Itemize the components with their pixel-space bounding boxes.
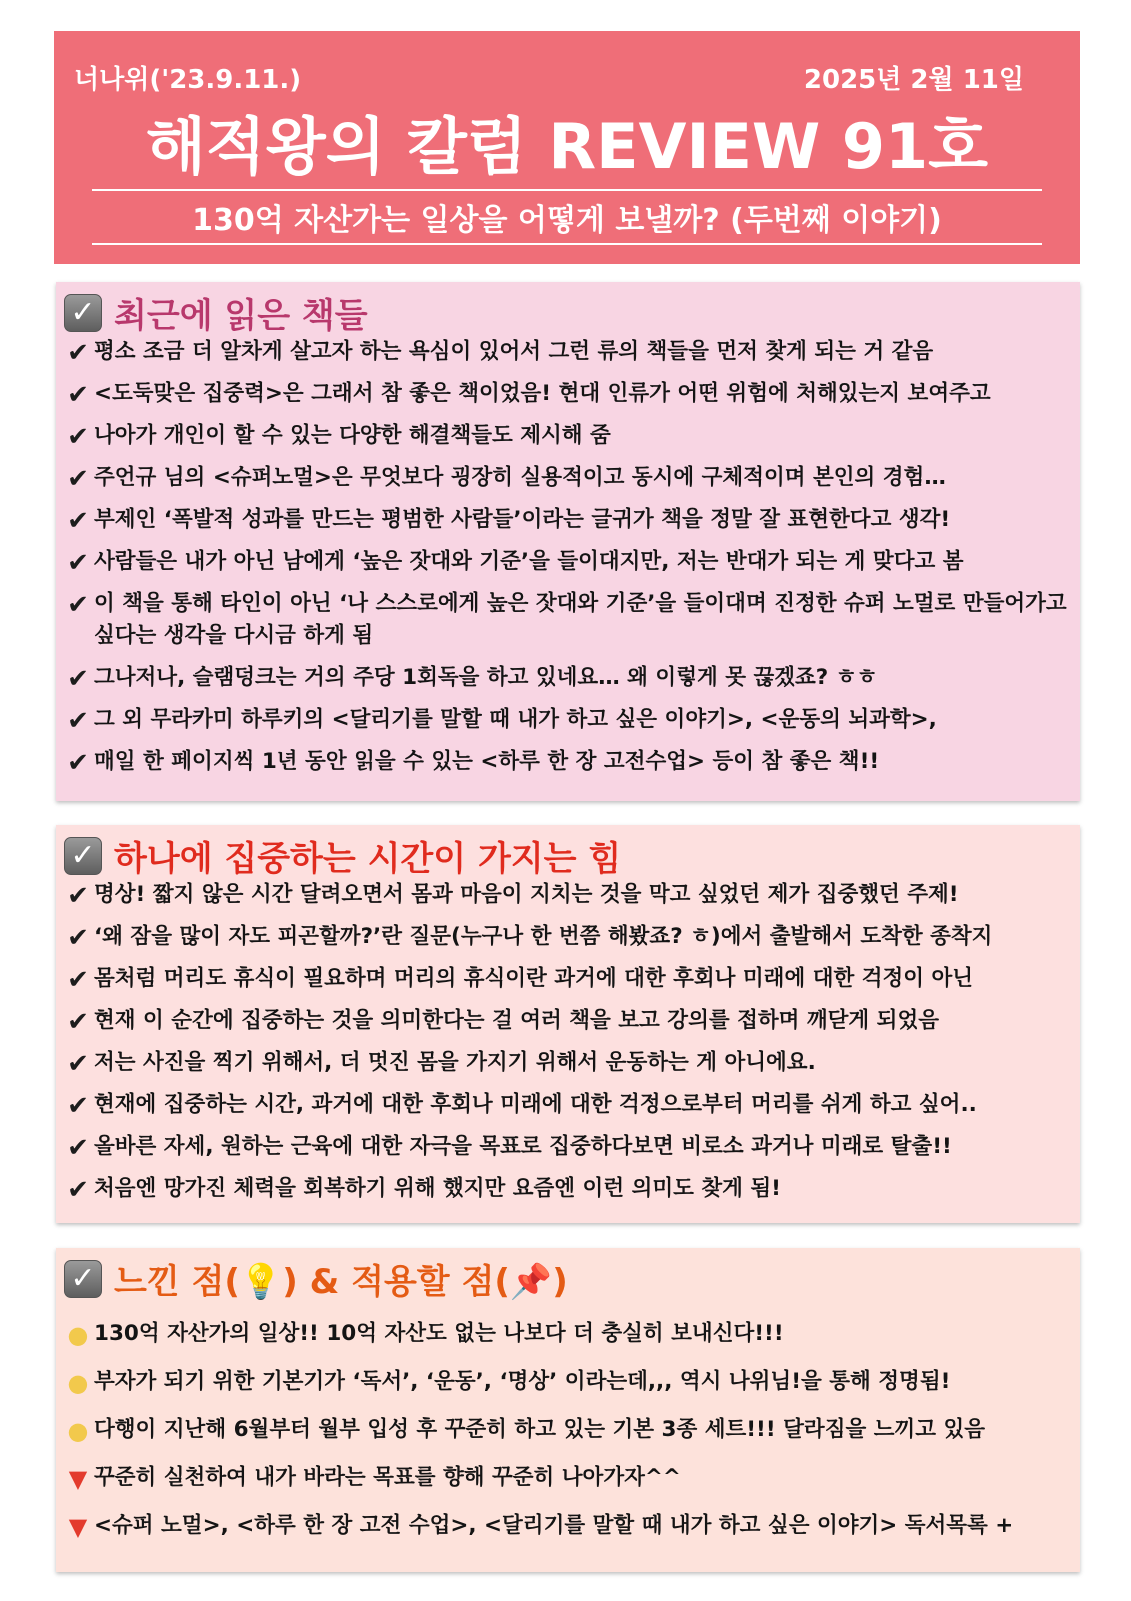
lightbulb-icon: ●: [67, 1369, 89, 1397]
list-item: ✔ 올바른 자세, 원하는 근육에 대한 자극을 목표로 집중하다보면 비로소 과거나 미래로 탈출!!: [64, 1131, 1074, 1163]
header-banner: [54, 31, 1080, 264]
list-item: ✔ 부제인 ‘폭발적 성과를 만드는 평범한 사람들’이라는 글귀가 책을 정말 잘 표현한다고 생각!: [64, 504, 1074, 536]
checkmark-icon: ✔: [67, 748, 89, 778]
page-subtitle: 130억 자산가는 일상을 어떻게 보낼까? (두번째 이야기): [192, 203, 942, 238]
checkmark-icon: ✔: [67, 506, 89, 536]
list-item: ✔ 현재 이 순간에 집중하는 것을 의미한다는 걸 여러 책을 보고 강의를 접하며 깨닫게 되었음: [64, 1005, 1074, 1037]
list-item: ✔ 몸처럼 머리도 휴식이 필요하며 머리의 휴식이란 과거에 대한 후회나 미래에 대한 걱정이 아닌: [64, 963, 1074, 995]
list-item: ✔ <도둑맞은 집중력>은 그래서 참 좋은 책이었음! 현대 인류가 어떤 위험에 처해있는지 보여주고: [64, 378, 1074, 410]
list-item: ● 다행이 지난해 6월부터 월부 입성 후 꾸준히 하고 있는 기본 3종 세트!!! 달라짐을 느끼고 있음: [64, 1414, 1074, 1446]
list-item: ✔ 명상! 짧지 않은 시간 달려오면서 몸과 마음이 지치는 것을 막고 싶었던 제가 집중했던 주제!: [64, 879, 1074, 911]
list-item: ✔ 그나저나, 슬램덩크는 거의 주당 1회독을 하고 있네요… 왜 이렇게 못 끊겠죠? ㅎㅎ: [64, 662, 1074, 694]
list-item: ✔ 그 외 무라카미 하루키의 <달리기를 말할 때 내가 하고 싶은 이야기>, <운동의 뇌과학>,: [64, 704, 1074, 736]
section-title: 하나에 집중하는 시간이 가지는 힘: [114, 839, 622, 879]
list-item: ✔ 현재에 집중하는 시간, 과거에 대한 후회나 미래에 대한 걱정으로부터 머리를 쉬게 하고 싶어..: [64, 1089, 1074, 1121]
checkmark-icon: ✔: [67, 590, 89, 620]
list-item: ● 130억 자산가의 일상!! 10억 자산도 없는 나보다 더 충실히 보내신다!!!: [64, 1318, 1074, 1350]
item-list: [64, 879, 1074, 1215]
pushpin-icon: ▼: [68, 1465, 88, 1493]
list-item: ✔ ‘왜 잠을 많이 자도 피곤할까?’란 질문(누구나 한 번쯤 해봤죠? ㅎ)에서 출발해서 도착한 종착지: [64, 921, 1074, 953]
checkmark-icon: ✔: [67, 881, 89, 911]
list-item: ✔ 매일 한 페이지씩 1년 동안 읽을 수 있는 <하루 한 장 고전수업> 등이 참 좋은 책!!: [64, 746, 1074, 778]
list-item: ✔ 평소 조금 더 알차게 살고자 하는 욕심이 있어서 그런 류의 책들을 먼저 찾게 되는 거 같음: [64, 336, 1074, 368]
checkmark-icon: ✔: [67, 923, 89, 953]
checkbox-icon: ✓: [64, 837, 102, 875]
list-item: ✔ 저는 사진을 찍기 위해서, 더 멋진 몸을 가지기 위해서 운동하는 게 아니에요.: [64, 1047, 1074, 1079]
checkmark-icon: ✔: [67, 380, 89, 410]
lightbulb-icon: ●: [67, 1321, 89, 1349]
list-item: ✔ 이 책을 통해 타인이 아닌 ‘나 스스로에게 높은 잣대와 기준’을 들이대며 진정한 슈퍼 노멀로 만들어가고 싶다는 생각을 다시금 하게 됨: [64, 588, 1074, 652]
list-item: ▼ 꾸준히 실천하여 내가 바라는 목표를 향해 꾸준히 나아가자^^: [64, 1462, 1074, 1494]
section-header: [64, 831, 621, 880]
checkbox-icon: ✓: [64, 294, 102, 332]
section-header: [64, 1254, 568, 1303]
section-header: [64, 288, 368, 337]
page-title: 해적왕의 칼럼 REVIEW 91호: [145, 110, 989, 183]
section-title: 느낀 점(💡) & 적용할 점(📌): [114, 1262, 568, 1302]
checkmark-icon: ✔: [67, 706, 89, 736]
checkmark-icon: ✔: [67, 664, 89, 694]
divider: [92, 189, 1042, 191]
checkmark-icon: ✔: [67, 1175, 89, 1205]
section-title: 최근에 읽은 책들: [114, 296, 368, 336]
checkmark-icon: ✔: [67, 1049, 89, 1079]
checkmark-icon: ✔: [67, 464, 89, 494]
item-list: [64, 336, 1074, 788]
list-item: ▼ <슈퍼 노멀>, <하루 한 장 고전 수업>, <달리기를 말할 때 내가 하고 싶은 이야기> 독서목록 +: [64, 1510, 1074, 1542]
section-takeaways: [56, 1248, 1080, 1572]
checkmark-icon: ✔: [67, 1133, 89, 1163]
author-label: 너나위('23.9.11.): [74, 65, 302, 95]
date-label: 2025년 2월 11일: [803, 65, 1024, 95]
list-item: ● 부자가 되기 위한 기본기가 ‘독서’, ‘운동’, ‘명상’ 이라는데,,, 역시 나위님!을 통해 정명됨!: [64, 1366, 1074, 1398]
list-item: ✔ 처음엔 망가진 체력을 회복하기 위해 했지만 요즘엔 이런 의미도 찾게 됨!: [64, 1173, 1074, 1205]
list-item: ✔ 나아가 개인이 할 수 있는 다양한 해결책들도 제시해 줌: [64, 420, 1074, 452]
list-item: ✔ 주언규 님의 <슈퍼노멀>은 무엇보다 굉장히 실용적이고 동시에 구체적이며 본인의 경험…: [64, 462, 1074, 494]
checkmark-icon: ✔: [67, 422, 89, 452]
checkmark-icon: ✔: [67, 965, 89, 995]
pushpin-icon: ▼: [68, 1513, 88, 1541]
section-focus-power: [56, 825, 1080, 1223]
checkmark-icon: ✔: [67, 338, 89, 368]
divider: [92, 243, 1042, 245]
checkmark-icon: ✔: [67, 1091, 89, 1121]
item-list: [64, 1318, 1074, 1558]
section-recent-books: [56, 282, 1080, 801]
checkmark-icon: ✔: [67, 548, 89, 578]
checkbox-icon: ✓: [64, 1260, 102, 1298]
lightbulb-icon: ●: [67, 1417, 89, 1445]
checkmark-icon: ✔: [67, 1007, 89, 1037]
list-item: ✔ 사람들은 내가 아닌 남에게 ‘높은 잣대와 기준’을 들이대지만, 저는 반대가 되는 게 맞다고 봄: [64, 546, 1074, 578]
